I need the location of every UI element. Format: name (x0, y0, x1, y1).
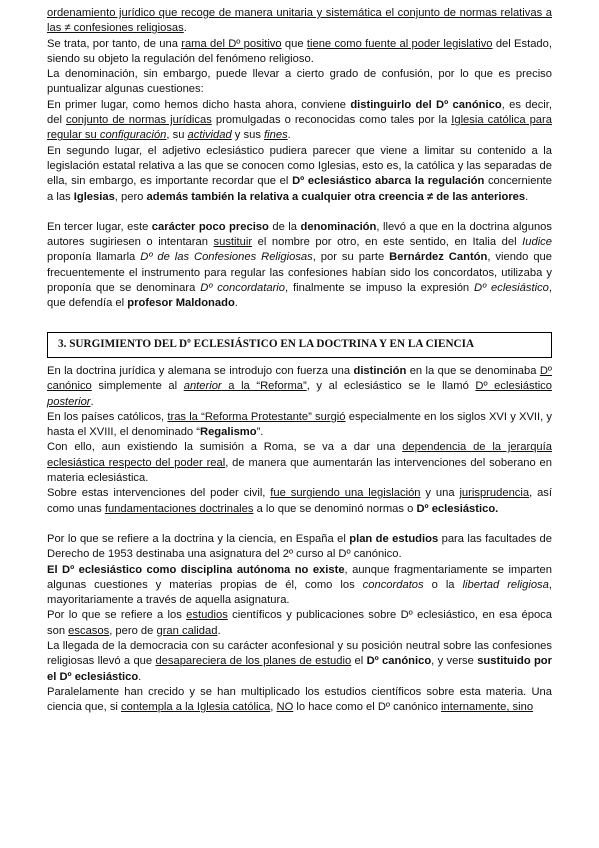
italic-text: Iudice (522, 236, 552, 249)
text: , y verse (431, 655, 478, 668)
text: . (183, 22, 187, 35)
text: . (138, 670, 142, 683)
bold-text: Bernárdez Cantón (389, 251, 488, 264)
italic-text: libertad religiosa (462, 578, 549, 591)
text: Por lo que se refiere a los (47, 609, 187, 622)
text: . (217, 624, 221, 637)
underlined-text: contempla a la Iglesia católica (121, 701, 271, 714)
text: . (525, 190, 529, 203)
underlined-text: Iglesia católica para regular su (47, 114, 552, 142)
bold-text: Dº eclesiástico abarca la regulación (292, 175, 485, 188)
text: en la que se denominaba (406, 364, 540, 377)
text: científicos y publicaciones sobre Dº eclesiástico, en esa época son (47, 609, 552, 637)
underlined-text: sustituir (213, 236, 253, 249)
spacer (47, 312, 552, 332)
text: En primer lugar, como hemos dicho hasta ahora, conviene (47, 98, 351, 111)
section-heading: 3. SURGIMIENTO DEL Dº ECLESIÁSTICO EN LA DOCTRINA Y EN LA CIENCIA (47, 332, 552, 358)
text: , pero de (109, 624, 157, 637)
text: Por lo que se refiere a la doctrina y la ciencia, en España el (47, 532, 350, 545)
text: , llevó a que en la doctrina algunos autores sugiriesen o intentaran (47, 220, 552, 249)
text: , por su parte (312, 251, 390, 264)
underlined-text: desapareciera de los planes de estudio (155, 655, 352, 668)
text: a lo que se denominó normas o (253, 502, 417, 515)
paragraph (47, 144, 552, 205)
bold-text: El Dº eclesiástico como disciplina autónoma no existe (47, 563, 345, 576)
bold-text: Iglesias (73, 190, 115, 203)
paragraph (47, 6, 552, 37)
text: del Estado, siendo su objeto la regulación del fenómeno religioso. (47, 37, 552, 65)
text: . (90, 395, 94, 408)
underlined-text: fundamentaciones doctrinales (104, 502, 254, 515)
bold-text: distinción (353, 364, 407, 377)
paragraph (47, 563, 552, 609)
underlined-text: dependencia de la jerarquía eclesiástica respecto del poder real (47, 441, 552, 469)
underlined-text: internamente, sino (441, 701, 534, 714)
paragraph (47, 220, 552, 312)
bold-text: Dº canónico (366, 655, 432, 668)
underlined-text: rama del Dº positivo (181, 37, 282, 50)
bold-text: profesor Maldonado (127, 297, 235, 310)
underlined-italic-text: fines (264, 129, 288, 142)
italic-text: Dº de las Confesiones Religiosas (140, 251, 313, 264)
text: , su (166, 129, 188, 142)
text: Se trata, por tanto, de una (47, 37, 182, 50)
text: La llegada de la democracia con su carácter aconfesional y su posición neutral sobre las confesiones religiosas llevó a que (47, 639, 552, 668)
text: Sobre estas intervenciones del poder civil, (47, 487, 271, 500)
text: . (234, 297, 238, 310)
text: el (351, 655, 367, 668)
bold-text: Dº eclesiástico. (416, 502, 499, 515)
text: , de manera que aumentarán las intervenciones del soberano en materia eclesiástica. (47, 456, 553, 485)
underlined-italic-text: configuración (99, 129, 167, 142)
text: , y al eclesiástico se le llamó (306, 380, 476, 393)
paragraph (47, 364, 552, 410)
underlined-text: ordenamiento jurídico que recoge de manera unitaria y sistemática el conjunto de normas relativas a las ≠ confesiones religiosas (47, 7, 552, 35)
text: En tercer lugar, este (47, 220, 152, 233)
paragraph: La denominación, sin embargo, puede llevar a cierto grado de confusión, por lo que es preciso puntualizar algunas cuestiones: (47, 68, 552, 96)
bold-text: distinguirlo del Dº canónico (350, 98, 502, 111)
text: Paralelamente han crecido y se han multiplicado los estudios científicos sobre esta materia. Una ciencia que, si (47, 685, 552, 714)
text: , aunque fragmentariamente se imparten algunas cuestiones y materias propias de él, como los (47, 563, 552, 591)
bold-text: plan de estudios (349, 532, 439, 545)
underlined-italic-text: posterior (47, 395, 91, 408)
text: y sus (231, 129, 265, 142)
paragraph (47, 37, 552, 68)
bold-text: denominación (300, 220, 377, 233)
text: ”. (256, 426, 264, 439)
bold-text: carácter poco preciso (151, 220, 269, 233)
paragraph (47, 486, 552, 517)
underlined-text: tras la “Reforma Protestante” surgió (167, 410, 346, 423)
underlined-text: Dº canónico (47, 364, 552, 393)
text: el nombre por otro, en este sentido, en Italia del (252, 236, 523, 249)
text: , que defendía el (47, 282, 552, 310)
text: , así como unas (47, 487, 553, 515)
text: proponía llamarla (47, 251, 141, 264)
underlined-text: escasos (68, 624, 110, 637)
italic-text: concordatos (362, 578, 424, 591)
text: y una (420, 487, 460, 500)
bold-text: sustituido por el Dº eclesiástico (47, 655, 552, 683)
text: para las facultades de Derecho de 1953 destinaba una asignatura del 2º curso al Dº canónico. (47, 532, 552, 561)
text: o la (423, 578, 463, 591)
underlined-text: gran calidad (156, 624, 218, 637)
text: simplemente al (91, 380, 184, 393)
paragraph (47, 440, 552, 486)
paragraph (47, 685, 552, 716)
paragraph (47, 410, 552, 441)
text: En segundo lugar, el adjetivo eclesiástico pudiera parecer que viene a limitar su contenido a la legislación estatal relativa a las que se conocen como Iglesias, esto es, la católica y las separadas de ella, sin embargo, es importante recordar que el (47, 144, 552, 188)
text: que (281, 37, 307, 50)
underlined-text: jurisprudencia (459, 487, 530, 500)
underlined-text: estudios (186, 609, 228, 622)
document-page (47, 6, 552, 715)
underlined-text: conjunto de normas jurídicas (65, 114, 212, 127)
underlined-italic-text: actividad (187, 129, 232, 142)
underlined-text: Dº eclesiástico (475, 380, 552, 393)
text: , (270, 701, 277, 714)
bold-text: además también la relativa a cualquier otra creencia ≠ de las anteriores (146, 190, 526, 203)
text: . (287, 129, 291, 142)
paragraph (47, 639, 552, 685)
text: , finalmente se impuso la expresión (285, 282, 475, 295)
text: de la (268, 220, 301, 233)
underlined-text: a la “Reforma” (221, 380, 307, 393)
paragraph (47, 532, 552, 563)
bold-text: Regalismo (200, 426, 257, 439)
underlined-text: NO (276, 701, 294, 714)
underlined-text: fue surgiendo una legislación (270, 487, 421, 500)
paragraph (47, 98, 552, 144)
spacer (47, 517, 552, 532)
spacer (47, 205, 552, 220)
underlined-text: tiene como fuente al poder legislativo (306, 37, 493, 50)
text: , pero (114, 190, 147, 203)
italic-text: Dº concordatario (200, 282, 286, 295)
text: concerniente a las (47, 175, 552, 203)
text: En la doctrina jurídica y alemana se introdujo con fuerza una (47, 364, 354, 377)
underlined-italic-text: anterior (183, 380, 222, 393)
text: , mayoritariamente a través de aquella asignatura. (47, 578, 552, 607)
text: , viendo que frecuentemente el instrumento para regular las confesiones habían sido los concordatos, utilizaba y proponía que se denominara (47, 251, 552, 295)
text: lo hace como el Dº canónico (293, 701, 442, 714)
text: , es decir, del (47, 98, 552, 127)
italic-text: Dº eclesiástico (474, 282, 549, 295)
text: promulgadas o reconocidas como tales por la (211, 114, 452, 127)
text: Con ello, aun existiendo la sumisión a Roma, se va a dar una (47, 441, 403, 454)
text: especialmente en los siglos XVI y XVII, y hasta el XVIII, el denominado “ (47, 410, 553, 439)
text: En los países católicos, (47, 410, 168, 423)
paragraph (47, 608, 552, 639)
